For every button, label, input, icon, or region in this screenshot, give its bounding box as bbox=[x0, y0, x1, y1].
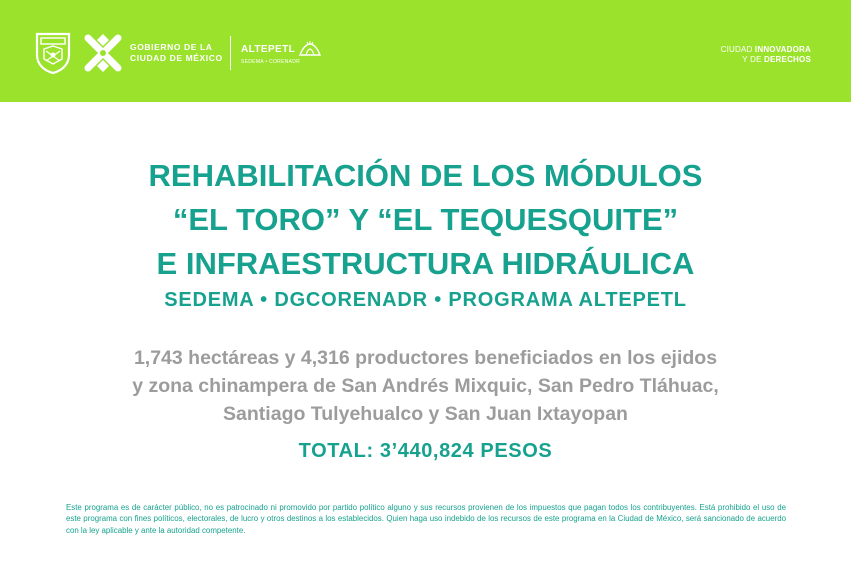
government-name bbox=[130, 42, 226, 64]
altepetl-subtitle: SEDEMA • CORENADR bbox=[241, 59, 301, 65]
title-line-2: “EL TORO” Y “EL TEQUESQUITE” bbox=[172, 202, 679, 237]
government-logos bbox=[34, 31, 321, 75]
desc-line-3: Santiago Tulyehualco y San Juan Ixtayopan bbox=[223, 403, 628, 425]
slogan-plain-2: Y DE bbox=[742, 55, 765, 64]
cdmx-logo-icon bbox=[82, 32, 124, 74]
gov-line-2: CIUDAD DE MÉXICO bbox=[130, 53, 223, 63]
gov-line-1: GOBIERNO DE LA bbox=[130, 42, 213, 52]
slogan-bold-2: DERECHOS bbox=[764, 55, 811, 64]
altepetl-name: ALTEPETL bbox=[241, 43, 296, 55]
mountain-icon bbox=[299, 41, 321, 57]
desc-line-2: y zona chinampera de San Andrés Mixquic, San Pedro Tláhuac, bbox=[132, 375, 719, 397]
title-line-1: REHABILITACIÓN DE LOS MÓDULOS bbox=[148, 158, 703, 193]
title-line-3: E INFRAESTRUCTURA HIDRÁULICA bbox=[156, 246, 695, 281]
header-bar bbox=[0, 0, 851, 102]
total-amount: TOTAL: 3’440,824 PESOS bbox=[298, 440, 553, 462]
slogan-bold-1: INNOVADORA bbox=[754, 45, 811, 54]
agencies-subtitle: SEDEMA • DGCORENADR • PROGRAMA ALTEPETL bbox=[164, 289, 687, 311]
desc-line-1: 1,743 hectáreas y 4,316 productores beneficiados en los ejidos bbox=[133, 347, 718, 369]
altepetl-logo bbox=[241, 41, 321, 65]
legal-disclaimer: Este programa es de carácter público, no es patrocinado ni promovido por partido político alguno y sus recursos provienen de los impuestos que pagan todos los contribuyentes. Está prohibido el uso de este programa con fines políticos, electorales, de lucro y otros destinos a los establecidos. Quien haga uso indebido de los recursos de este programa en la Ciudad de México, será sancionado de acuerdo con la ley aplicable y ante la autoridad competente. bbox=[66, 503, 786, 535]
slogan bbox=[721, 45, 811, 65]
description bbox=[0, 344, 851, 428]
coat-of-arms-icon bbox=[34, 31, 72, 75]
logo-divider bbox=[230, 36, 231, 70]
slogan-plain-1: CIUDAD bbox=[720, 45, 755, 54]
page-title bbox=[0, 154, 851, 286]
